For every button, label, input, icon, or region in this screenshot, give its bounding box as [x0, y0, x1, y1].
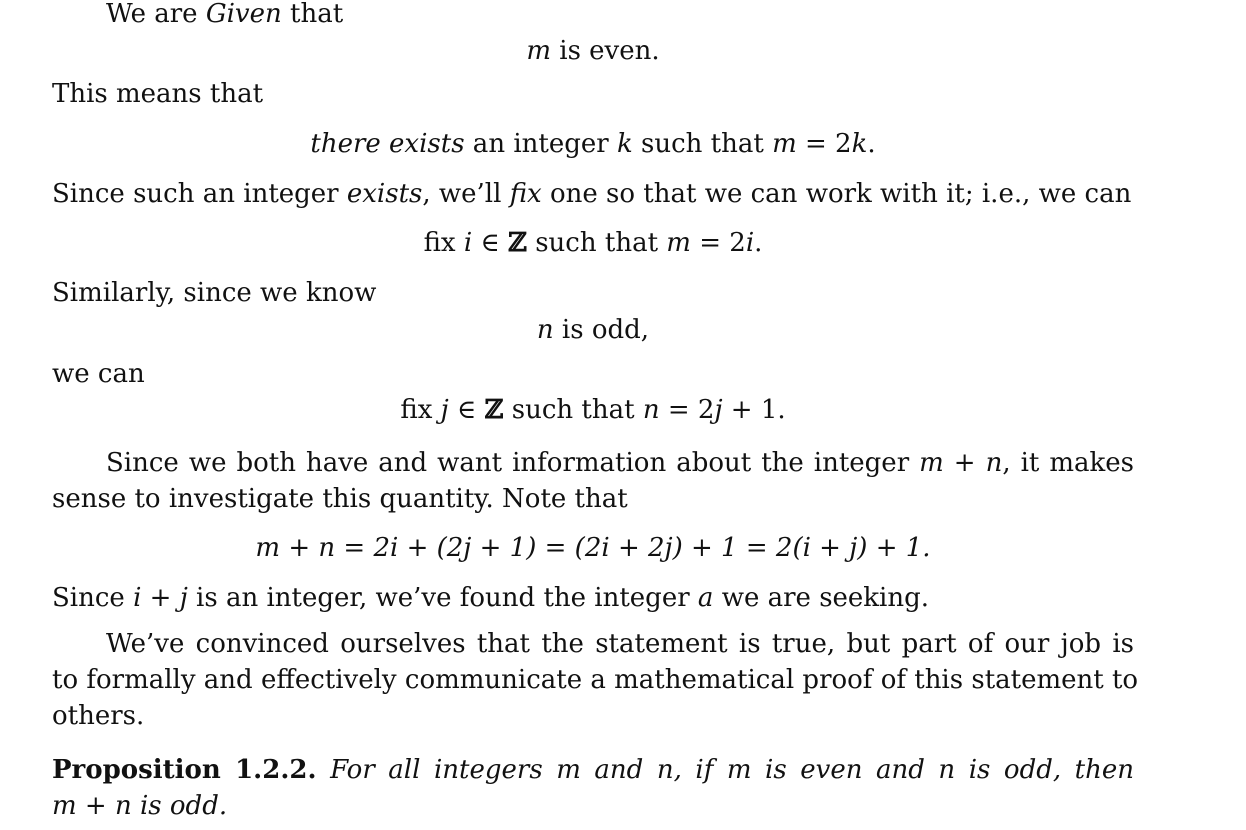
equation-exists-k: [0, 126, 1186, 162]
text: Since we both have and want information about the integer: [106, 448, 920, 478]
text: an integer: [464, 129, 617, 159]
math-symbol: ∈: [448, 395, 485, 425]
math-var: m: [772, 129, 797, 159]
emphasis-given: Given: [205, 0, 282, 29]
math-var: a: [697, 583, 714, 613]
proposition-line2: m + n is odd.: [52, 791, 228, 821]
proposition-statement: For all integers m and n, if m is even and n is odd, then: [330, 755, 1134, 785]
paragraph-we-can: we can: [52, 359, 145, 389]
text: that: [281, 0, 344, 29]
text: , it makes: [1002, 448, 1134, 478]
text: fix: [423, 228, 464, 258]
equation-n-odd: [0, 312, 1186, 348]
paragraph-since-exists: [52, 176, 1131, 212]
emphasis-exists: exists: [346, 179, 423, 209]
paragraph-this-means: This means that: [52, 79, 264, 109]
math-var: n: [642, 395, 660, 425]
math-var: k: [616, 129, 633, 159]
text: = 2: [796, 129, 852, 159]
paragraph-since-ij: [52, 580, 929, 616]
math-var: i: [745, 228, 755, 258]
math-expression: m + n: [919, 448, 1003, 478]
text: Since such an integer: [52, 179, 347, 209]
math-var: m: [666, 228, 691, 258]
text: + 1.: [722, 395, 786, 425]
math-expression: i + j: [133, 583, 188, 613]
math-symbol: ∈: [472, 228, 508, 258]
text: = 2: [659, 395, 715, 425]
text: = 2: [690, 228, 746, 258]
paragraph-convinced-line3: others.: [52, 701, 145, 731]
math-var: i: [463, 228, 473, 258]
text: fix: [400, 395, 441, 425]
equation-sum: m + n = 2i + (2j + 1) = (2i + 2j) + 1 = 2(i + j) + 1.: [255, 533, 931, 563]
text: is odd,: [553, 315, 650, 345]
paragraph-convinced-line2: to formally and effectively communicate a mathematical proof of this statement to: [52, 665, 1139, 695]
text: one so that we can work with it; i.e., we can: [541, 179, 1132, 209]
text: is even.: [550, 36, 660, 66]
text: .: [867, 129, 876, 159]
proposition-line1: [52, 752, 1134, 788]
paragraph-investigate-line2: sense to investigate this quantity. Note that: [52, 484, 628, 514]
proposition-label: Proposition 1.2.2.: [52, 755, 317, 785]
paragraph-given: [106, 0, 343, 32]
text: .: [754, 228, 763, 258]
paragraph-similarly: Similarly, since we know: [52, 278, 377, 308]
text: such that: [526, 228, 667, 258]
emphasis-fix: fix: [509, 179, 542, 209]
equation-fix-i: [0, 225, 1186, 261]
text: Since: [52, 583, 134, 613]
integers-symbol: ℤ: [507, 228, 527, 258]
paragraph-investigate-line1: [106, 445, 1134, 481]
equation-m-even: [0, 33, 1186, 69]
text: We are: [106, 0, 206, 29]
text: , we’ll: [422, 179, 510, 209]
math-var: j: [714, 395, 723, 425]
emphasis-there-exists: there exists: [310, 129, 465, 159]
math-var: n: [536, 315, 554, 345]
math-var: j: [440, 395, 449, 425]
equation-fix-j: [0, 392, 1186, 428]
text: such that: [503, 395, 643, 425]
math-var: m: [526, 36, 551, 66]
integers-symbol: ℤ: [484, 395, 504, 425]
math-var: k: [851, 129, 868, 159]
paragraph-convinced-line1: We’ve convinced ourselves that the statement is true, but part of our job is: [106, 629, 1134, 659]
text: such that: [632, 129, 773, 159]
text: is an integer, we’ve found the integer: [187, 583, 698, 613]
text: we are seeking.: [713, 583, 930, 613]
